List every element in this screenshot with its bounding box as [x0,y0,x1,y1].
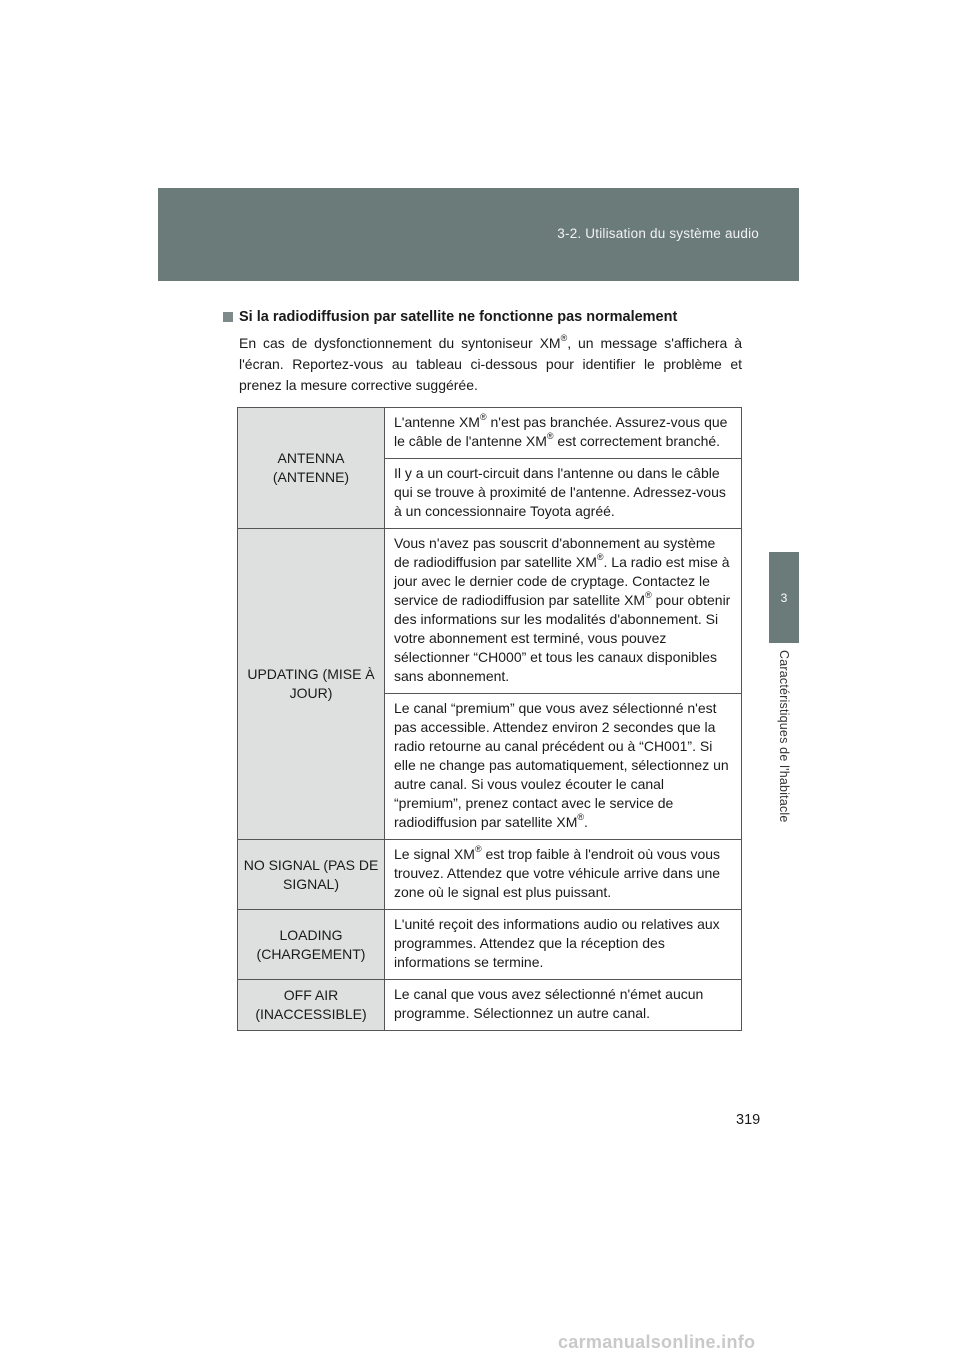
message-cell: OFF AIR (INACCESSIBLE) [238,980,385,1031]
registered-mark: ® [596,552,604,563]
intro-text-end: , un message s'afficherа à l'écran. Reportez-vous au tableau ci-dessous pour identifier le problème et prenez la mesure corrective suggérée. [239,335,742,393]
message-cell: ANTENNA (ANTENNE) [238,408,385,529]
troubleshooting-table-body [238,408,742,1031]
registered-mark: ® [577,812,585,823]
intro-paragraph [239,333,742,396]
remedy-cell: Le signal XM® est trop faible à l'endroit où vous vous trouvez. Attendez que votre véhicule arrive dans une zone où le signal est plus puissant. [385,840,742,910]
page-number: 319 [736,1112,761,1128]
message-cell: LOADING (CHARGEMENT) [238,910,385,980]
registered-mark: ® [479,412,487,423]
square-bullet-icon [223,312,233,322]
chapter-number-tab: 3 [769,552,799,643]
registered-mark: ® [560,333,568,344]
page-header-band [158,188,799,281]
registered-mark: ® [645,590,652,601]
remedy-cell: Vous n'avez pas souscrit d'abonnement au système de radiodiffusion par satellite XM®. La radio est mise à jour avec le dernier code de cryptage. Contactez le service de radiodiffusion par satellite XM® pour obtenir des informations sur les modalités d'abonnement. Si votre abonnement est terminé, vous pouvez sélectionner “CH000” et tous les canaux disponibles sans abonnement. [385,529,742,694]
table-row [238,408,742,459]
section-title: 3-2. Utilisation du système audio [557,226,759,241]
section-heading [223,309,763,325]
chapter-title-text: Caractéristiques de l'habitacle [777,650,791,823]
remedy-cell: L'unité reçoit des informations audio ou relatives aux programmes. Attendez que la réception des informations se termine. [385,910,742,980]
message-cell: UPDATING (MISE À JOUR) [238,529,385,840]
remedy-cell: L'antenne XM® n'est pas branchée. Assurez-vous que le câble de l'antenne XM® est correctement branché. [385,408,742,459]
intro-text-start: En cas de dysfonctionnement du syntoniseur XM [239,335,561,351]
table-row [238,910,742,980]
registered-mark: ® [546,431,554,442]
table-row [238,529,742,694]
table-row [238,980,742,1031]
chapter-title-label [769,650,799,850]
remedy-cell: Le canal “premium” que vous avez sélectionné n'est pas accessible. Attendez environ 2 secondes que la radio retourne au canal précédent ou à “CH001”. Si elle ne change pas automatiquement, sélectionnez un autre canal. Si vous voulez écouter le canal “premium”, prenez contact avec le service de radiodiffusion par satellite XM®. [385,694,742,840]
watermark: carmanualsonline.info [558,1332,756,1352]
table-row [238,840,742,910]
message-cell: NO SIGNAL (PAS DE SIGNAL) [238,840,385,910]
remedy-cell: Il y a un court-circuit dans l'antenne ou dans le câble qui se trouve à proximité de l'antenne. Adressez-vous à un concessionnaire Toyota agréé. [385,459,742,529]
registered-mark: ® [474,844,482,855]
section-heading-text: Si la radiodiffusion par satellite ne fonctionne pas normalement [239,309,678,325]
remedy-cell: Le canal que vous avez sélectionné n'émet aucun programme. Sélectionnez un autre canal. [385,980,742,1031]
troubleshooting-table [237,407,742,1031]
